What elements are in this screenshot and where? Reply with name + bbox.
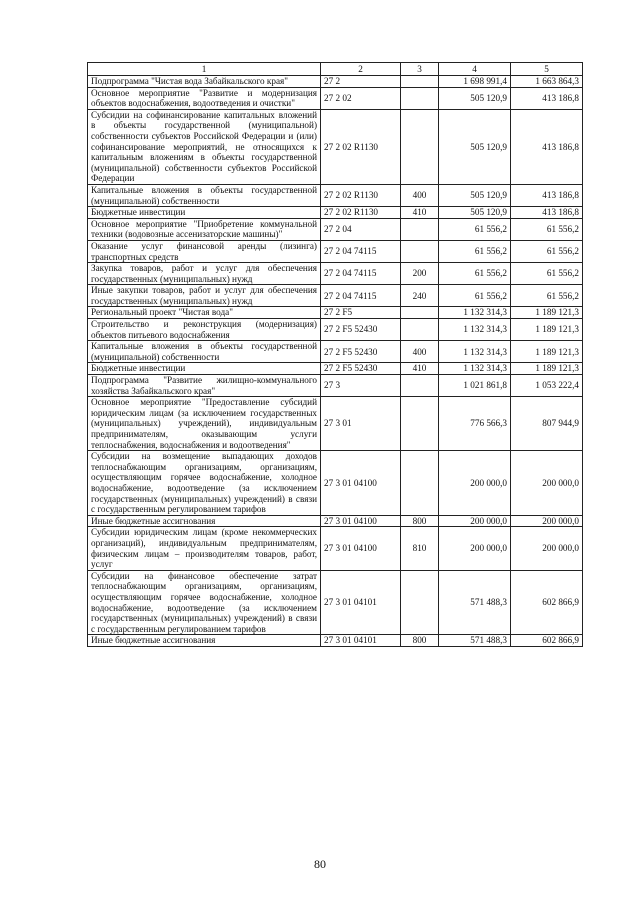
row-expense-type-cell bbox=[401, 375, 439, 397]
row-code-cell: 27 2 bbox=[321, 76, 401, 88]
column-header: 5 bbox=[511, 63, 583, 76]
table-row bbox=[88, 527, 583, 570]
row-amount-2-cell: 807 944,9 bbox=[511, 397, 583, 451]
row-amount-2-cell: 413 186,8 bbox=[511, 109, 583, 184]
row-amount-1-cell: 200 000,0 bbox=[439, 527, 511, 570]
row-code-cell: 27 2 02 bbox=[321, 87, 401, 109]
row-amount-2-cell: 1 663 864,3 bbox=[511, 76, 583, 88]
row-name-cell: Капитальные вложения в объекты государственной (муниципальной) собственности bbox=[88, 341, 321, 363]
row-code-cell: 27 2 F5 52430 bbox=[321, 341, 401, 363]
row-amount-2-cell: 1 189 121,3 bbox=[511, 319, 583, 341]
row-name-cell: Оказание услуг финансовой аренды (лизинга) транспортных средств bbox=[88, 240, 321, 262]
row-amount-2-cell: 602 866,9 bbox=[511, 635, 583, 647]
row-amount-2-cell: 1 053 222,4 bbox=[511, 375, 583, 397]
row-amount-1-cell: 200 000,0 bbox=[439, 515, 511, 527]
row-name-cell: Подпрограмма "Чистая вода Забайкальского края" bbox=[88, 76, 321, 88]
row-code-cell: 27 3 01 04100 bbox=[321, 451, 401, 516]
row-expense-type-cell: 800 bbox=[401, 635, 439, 647]
row-amount-1-cell: 505 120,9 bbox=[439, 207, 511, 219]
row-name-cell: Бюджетные инвестиции bbox=[88, 363, 321, 375]
row-amount-2-cell: 200 000,0 bbox=[511, 451, 583, 516]
table-row bbox=[88, 375, 583, 397]
table-row bbox=[88, 363, 583, 375]
row-expense-type-cell: 400 bbox=[401, 341, 439, 363]
row-amount-1-cell: 1 698 991,4 bbox=[439, 76, 511, 88]
row-name-cell: Субсидии юридическим лицам (кроме некоммерческих организаций), индивидуальным предпринимателям, физическим лицам – производителям товаров, работ, услуг bbox=[88, 527, 321, 570]
row-amount-1-cell: 1 132 314,3 bbox=[439, 363, 511, 375]
row-amount-2-cell: 413 186,8 bbox=[511, 207, 583, 219]
row-amount-2-cell: 602 866,9 bbox=[511, 570, 583, 635]
table-row bbox=[88, 515, 583, 527]
row-name-cell: Капитальные вложения в объекты государственной (муниципальной) собственности bbox=[88, 184, 321, 206]
table-row bbox=[88, 635, 583, 647]
column-header: 4 bbox=[439, 63, 511, 76]
row-amount-2-cell: 61 556,2 bbox=[511, 263, 583, 285]
row-expense-type-cell bbox=[401, 218, 439, 240]
row-amount-2-cell: 200 000,0 bbox=[511, 515, 583, 527]
row-name-cell: Закупка товаров, работ и услуг для обеспечения государственных (муниципальных) нужд bbox=[88, 263, 321, 285]
table-row bbox=[88, 87, 583, 109]
row-amount-2-cell: 1 189 121,3 bbox=[511, 307, 583, 319]
row-code-cell: 27 2 04 74115 bbox=[321, 285, 401, 307]
row-name-cell: Иные закупки товаров, работ и услуг для обеспечения государственных (муниципальных) нужд bbox=[88, 285, 321, 307]
row-amount-2-cell: 61 556,2 bbox=[511, 218, 583, 240]
table-row bbox=[88, 570, 583, 635]
row-expense-type-cell: 400 bbox=[401, 184, 439, 206]
row-amount-1-cell: 61 556,2 bbox=[439, 218, 511, 240]
row-expense-type-cell: 410 bbox=[401, 207, 439, 219]
row-expense-type-cell: 200 bbox=[401, 263, 439, 285]
row-expense-type-cell bbox=[401, 307, 439, 319]
table-row bbox=[88, 307, 583, 319]
column-header: 2 bbox=[321, 63, 401, 76]
table-row bbox=[88, 397, 583, 451]
row-name-cell: Основное мероприятие "Приобретение коммунальной техники (водовозные ассенизаторские машины)" bbox=[88, 218, 321, 240]
row-code-cell: 27 2 02 R1130 bbox=[321, 109, 401, 184]
row-amount-1-cell: 505 120,9 bbox=[439, 109, 511, 184]
row-amount-1-cell: 571 488,3 bbox=[439, 570, 511, 635]
row-amount-1-cell: 61 556,2 bbox=[439, 263, 511, 285]
row-expense-type-cell: 810 bbox=[401, 527, 439, 570]
row-amount-1-cell: 61 556,2 bbox=[439, 240, 511, 262]
row-expense-type-cell bbox=[401, 397, 439, 451]
row-code-cell: 27 2 04 74115 bbox=[321, 240, 401, 262]
table-row bbox=[88, 184, 583, 206]
row-name-cell: Субсидии на возмещение выпадающих доходов теплоснабжающим организациям, организациям, осуществляющим горячее водоснабжение, холодное водоснабжение, водоотведение (за исключением государственных (муниципальных) учреждений) в связи с государственным регулированием тарифов bbox=[88, 451, 321, 516]
table-row bbox=[88, 285, 583, 307]
table-row bbox=[88, 341, 583, 363]
column-header: 3 bbox=[401, 63, 439, 76]
row-amount-1-cell: 200 000,0 bbox=[439, 451, 511, 516]
row-expense-type-cell: 800 bbox=[401, 515, 439, 527]
row-code-cell: 27 3 01 bbox=[321, 397, 401, 451]
row-amount-1-cell: 1 132 314,3 bbox=[439, 341, 511, 363]
row-code-cell: 27 3 01 04100 bbox=[321, 527, 401, 570]
row-name-cell: Основное мероприятие "Развитие и модернизация объектов водоснабжения, водоотведения и очистки" bbox=[88, 87, 321, 109]
row-code-cell: 27 3 bbox=[321, 375, 401, 397]
table-header-row bbox=[88, 63, 583, 76]
table-row bbox=[88, 218, 583, 240]
budget-table bbox=[87, 62, 583, 647]
row-code-cell: 27 2 F5 bbox=[321, 307, 401, 319]
table-row bbox=[88, 319, 583, 341]
table-row bbox=[88, 207, 583, 219]
row-code-cell: 27 3 01 04100 bbox=[321, 515, 401, 527]
row-expense-type-cell: 240 bbox=[401, 285, 439, 307]
column-header: 1 bbox=[88, 63, 321, 76]
row-code-cell: 27 2 F5 52430 bbox=[321, 319, 401, 341]
row-amount-2-cell: 413 186,8 bbox=[511, 87, 583, 109]
row-name-cell: Строительство и реконструкция (модернизация) объектов питьевого водоснабжения bbox=[88, 319, 321, 341]
row-amount-2-cell: 1 189 121,3 bbox=[511, 363, 583, 375]
row-name-cell: Основное мероприятие "Предоставление субсидий юридическим лицам (за исключением государственных (муниципальных) учреждений), индивидуальным предпринимателям, оказывающим услуги теплоснабжения, водоснабжения и водоотведения" bbox=[88, 397, 321, 451]
row-name-cell: Подпрограмма "Развитие жилищно-коммунального хозяйства Забайкальского края" bbox=[88, 375, 321, 397]
row-code-cell: 27 3 01 04101 bbox=[321, 570, 401, 635]
row-amount-2-cell: 61 556,2 bbox=[511, 285, 583, 307]
row-code-cell: 27 2 02 R1130 bbox=[321, 184, 401, 206]
page-number: 80 bbox=[314, 857, 326, 871]
row-name-cell: Бюджетные инвестиции bbox=[88, 207, 321, 219]
row-amount-2-cell: 200 000,0 bbox=[511, 527, 583, 570]
table-row bbox=[88, 451, 583, 516]
table-body bbox=[88, 76, 583, 647]
table-row bbox=[88, 240, 583, 262]
row-expense-type-cell bbox=[401, 76, 439, 88]
row-name-cell: Региональный проект "Чистая вода" bbox=[88, 307, 321, 319]
row-amount-1-cell: 505 120,9 bbox=[439, 184, 511, 206]
row-code-cell: 27 2 F5 52430 bbox=[321, 363, 401, 375]
row-expense-type-cell bbox=[401, 109, 439, 184]
row-amount-2-cell: 413 186,8 bbox=[511, 184, 583, 206]
row-expense-type-cell bbox=[401, 319, 439, 341]
row-expense-type-cell bbox=[401, 240, 439, 262]
row-amount-1-cell: 571 488,3 bbox=[439, 635, 511, 647]
row-code-cell: 27 2 04 bbox=[321, 218, 401, 240]
row-amount-1-cell: 505 120,9 bbox=[439, 87, 511, 109]
table-row bbox=[88, 109, 583, 184]
row-expense-type-cell bbox=[401, 87, 439, 109]
row-expense-type-cell: 410 bbox=[401, 363, 439, 375]
table-row bbox=[88, 76, 583, 88]
row-amount-1-cell: 61 556,2 bbox=[439, 285, 511, 307]
row-code-cell: 27 2 04 74115 bbox=[321, 263, 401, 285]
table-row bbox=[88, 263, 583, 285]
row-amount-1-cell: 1 132 314,3 bbox=[439, 319, 511, 341]
row-code-cell: 27 3 01 04101 bbox=[321, 635, 401, 647]
row-name-cell: Иные бюджетные ассигнования bbox=[88, 515, 321, 527]
row-name-cell: Субсидии на финансовое обеспечение затрат теплоснабжающим организациям, организациям, осуществляющим горячее водоснабжение, холодное водоснабжение, водоотведение (за исключением государственных (муниципальных) учреждений) в связи с государственным регулированием тарифов bbox=[88, 570, 321, 635]
row-amount-2-cell: 1 189 121,3 bbox=[511, 341, 583, 363]
row-amount-1-cell: 776 566,3 bbox=[439, 397, 511, 451]
row-code-cell: 27 2 02 R1130 bbox=[321, 207, 401, 219]
row-expense-type-cell bbox=[401, 451, 439, 516]
row-amount-1-cell: 1 132 314,3 bbox=[439, 307, 511, 319]
row-name-cell: Иные бюджетные ассигнования bbox=[88, 635, 321, 647]
row-amount-1-cell: 1 021 861,8 bbox=[439, 375, 511, 397]
row-name-cell: Субсидии на софинансирование капитальных вложений в объекты государственной (муниципальной) собственности субъектов Российской Федерации и (или) софинансирование мероприятий, не относящихся к капитальным вложениям в объекты государственной (муниципальной) собственности субъектов Российской Федерации bbox=[88, 109, 321, 184]
row-amount-2-cell: 61 556,2 bbox=[511, 240, 583, 262]
row-expense-type-cell bbox=[401, 570, 439, 635]
